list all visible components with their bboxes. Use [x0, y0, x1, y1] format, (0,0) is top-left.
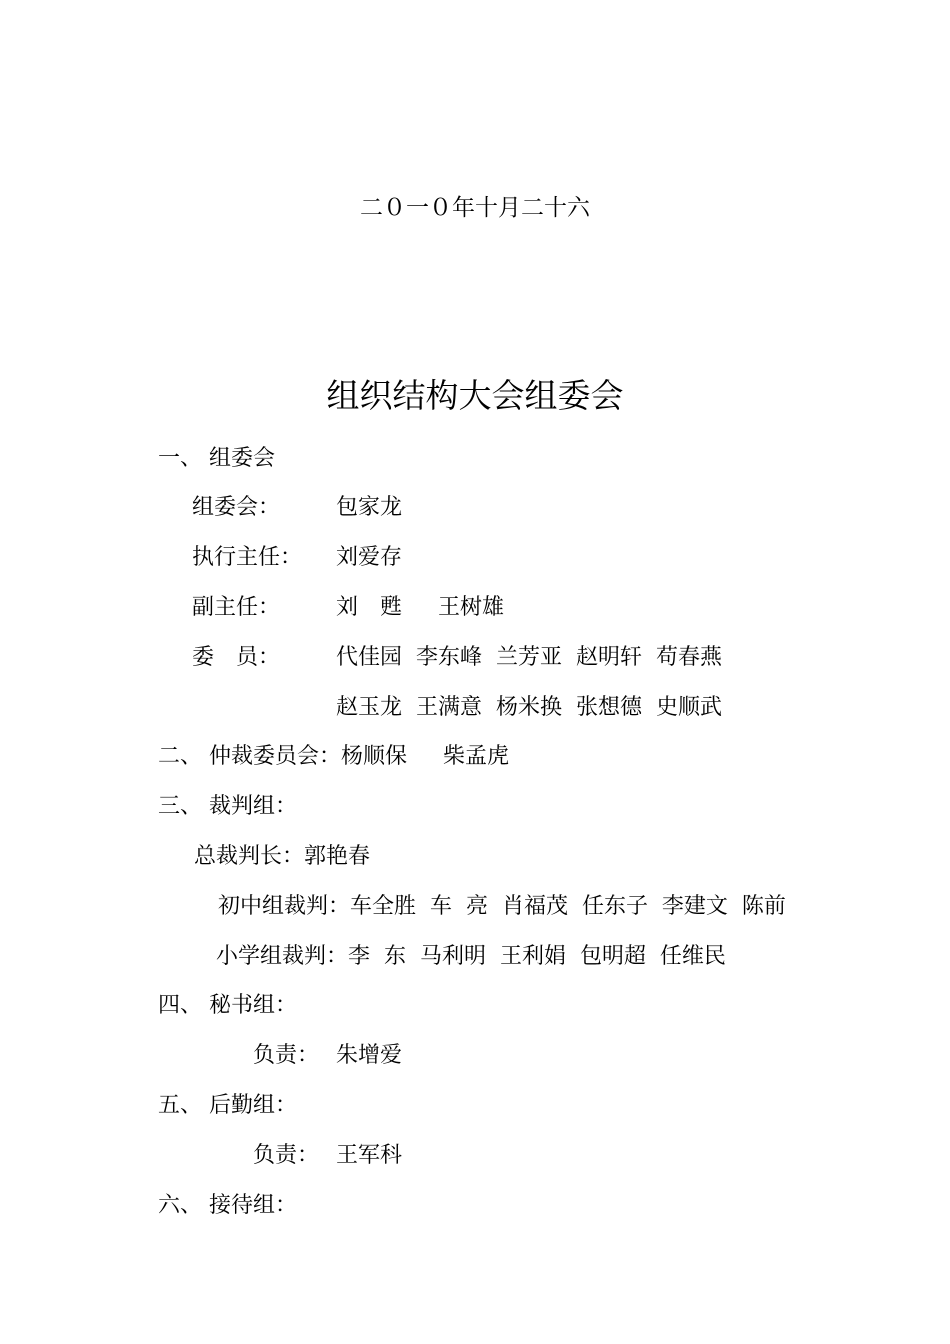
role-label-deputy-director: 副主任： — [192, 595, 281, 620]
role-value-executive-director: 刘爱存 — [336, 545, 403, 570]
role-label-committee: 组委会： — [192, 495, 281, 520]
role-value-committee: 包家龙 — [336, 495, 403, 520]
section-3-heading: 三、 裁判组： — [158, 794, 297, 819]
document-date: 二０一０年十月二十六 — [360, 195, 590, 221]
primary-school-referees-line: 小学组裁判：李 东 马利明 王利娟 包明超 任维民 — [216, 944, 726, 969]
chief-referee-line: 总裁判长：郭艳春 — [194, 844, 371, 869]
section-2-arbitration: 二、 仲裁委员会：杨顺保 柴孟虎 — [158, 744, 509, 769]
section-5-heading: 五、 后勤组： — [158, 1093, 297, 1118]
role-value-members-2: 赵玉龙 王满意 杨米换 张想德 史顺武 — [336, 695, 722, 720]
role-value-members-1: 代佳园 李东峰 兰芳亚 赵明轩 苟春燕 — [336, 645, 722, 670]
middle-school-referees-line: 初中组裁判：车全胜 车 亮 肖福茂 任东子 李建文 陈前 — [218, 894, 786, 919]
logistics-lead-label: 负责： — [253, 1143, 320, 1168]
secretariat-lead-value: 朱增爱 — [336, 1043, 403, 1068]
role-label-executive-director: 执行主任： — [192, 545, 303, 570]
role-value-deputy-director: 刘 甦 王树雄 — [336, 595, 504, 620]
secretariat-lead-label: 负责： — [253, 1043, 320, 1068]
page-title: 组织结构大会组委会 — [326, 376, 624, 415]
section-4-heading: 四、 秘书组： — [158, 993, 297, 1018]
logistics-lead-value: 王军科 — [336, 1143, 403, 1168]
role-label-members: 委 员： — [192, 645, 281, 670]
section-1-heading: 一、 组委会 — [158, 446, 275, 471]
section-6-heading: 六、 接待组： — [158, 1193, 297, 1218]
